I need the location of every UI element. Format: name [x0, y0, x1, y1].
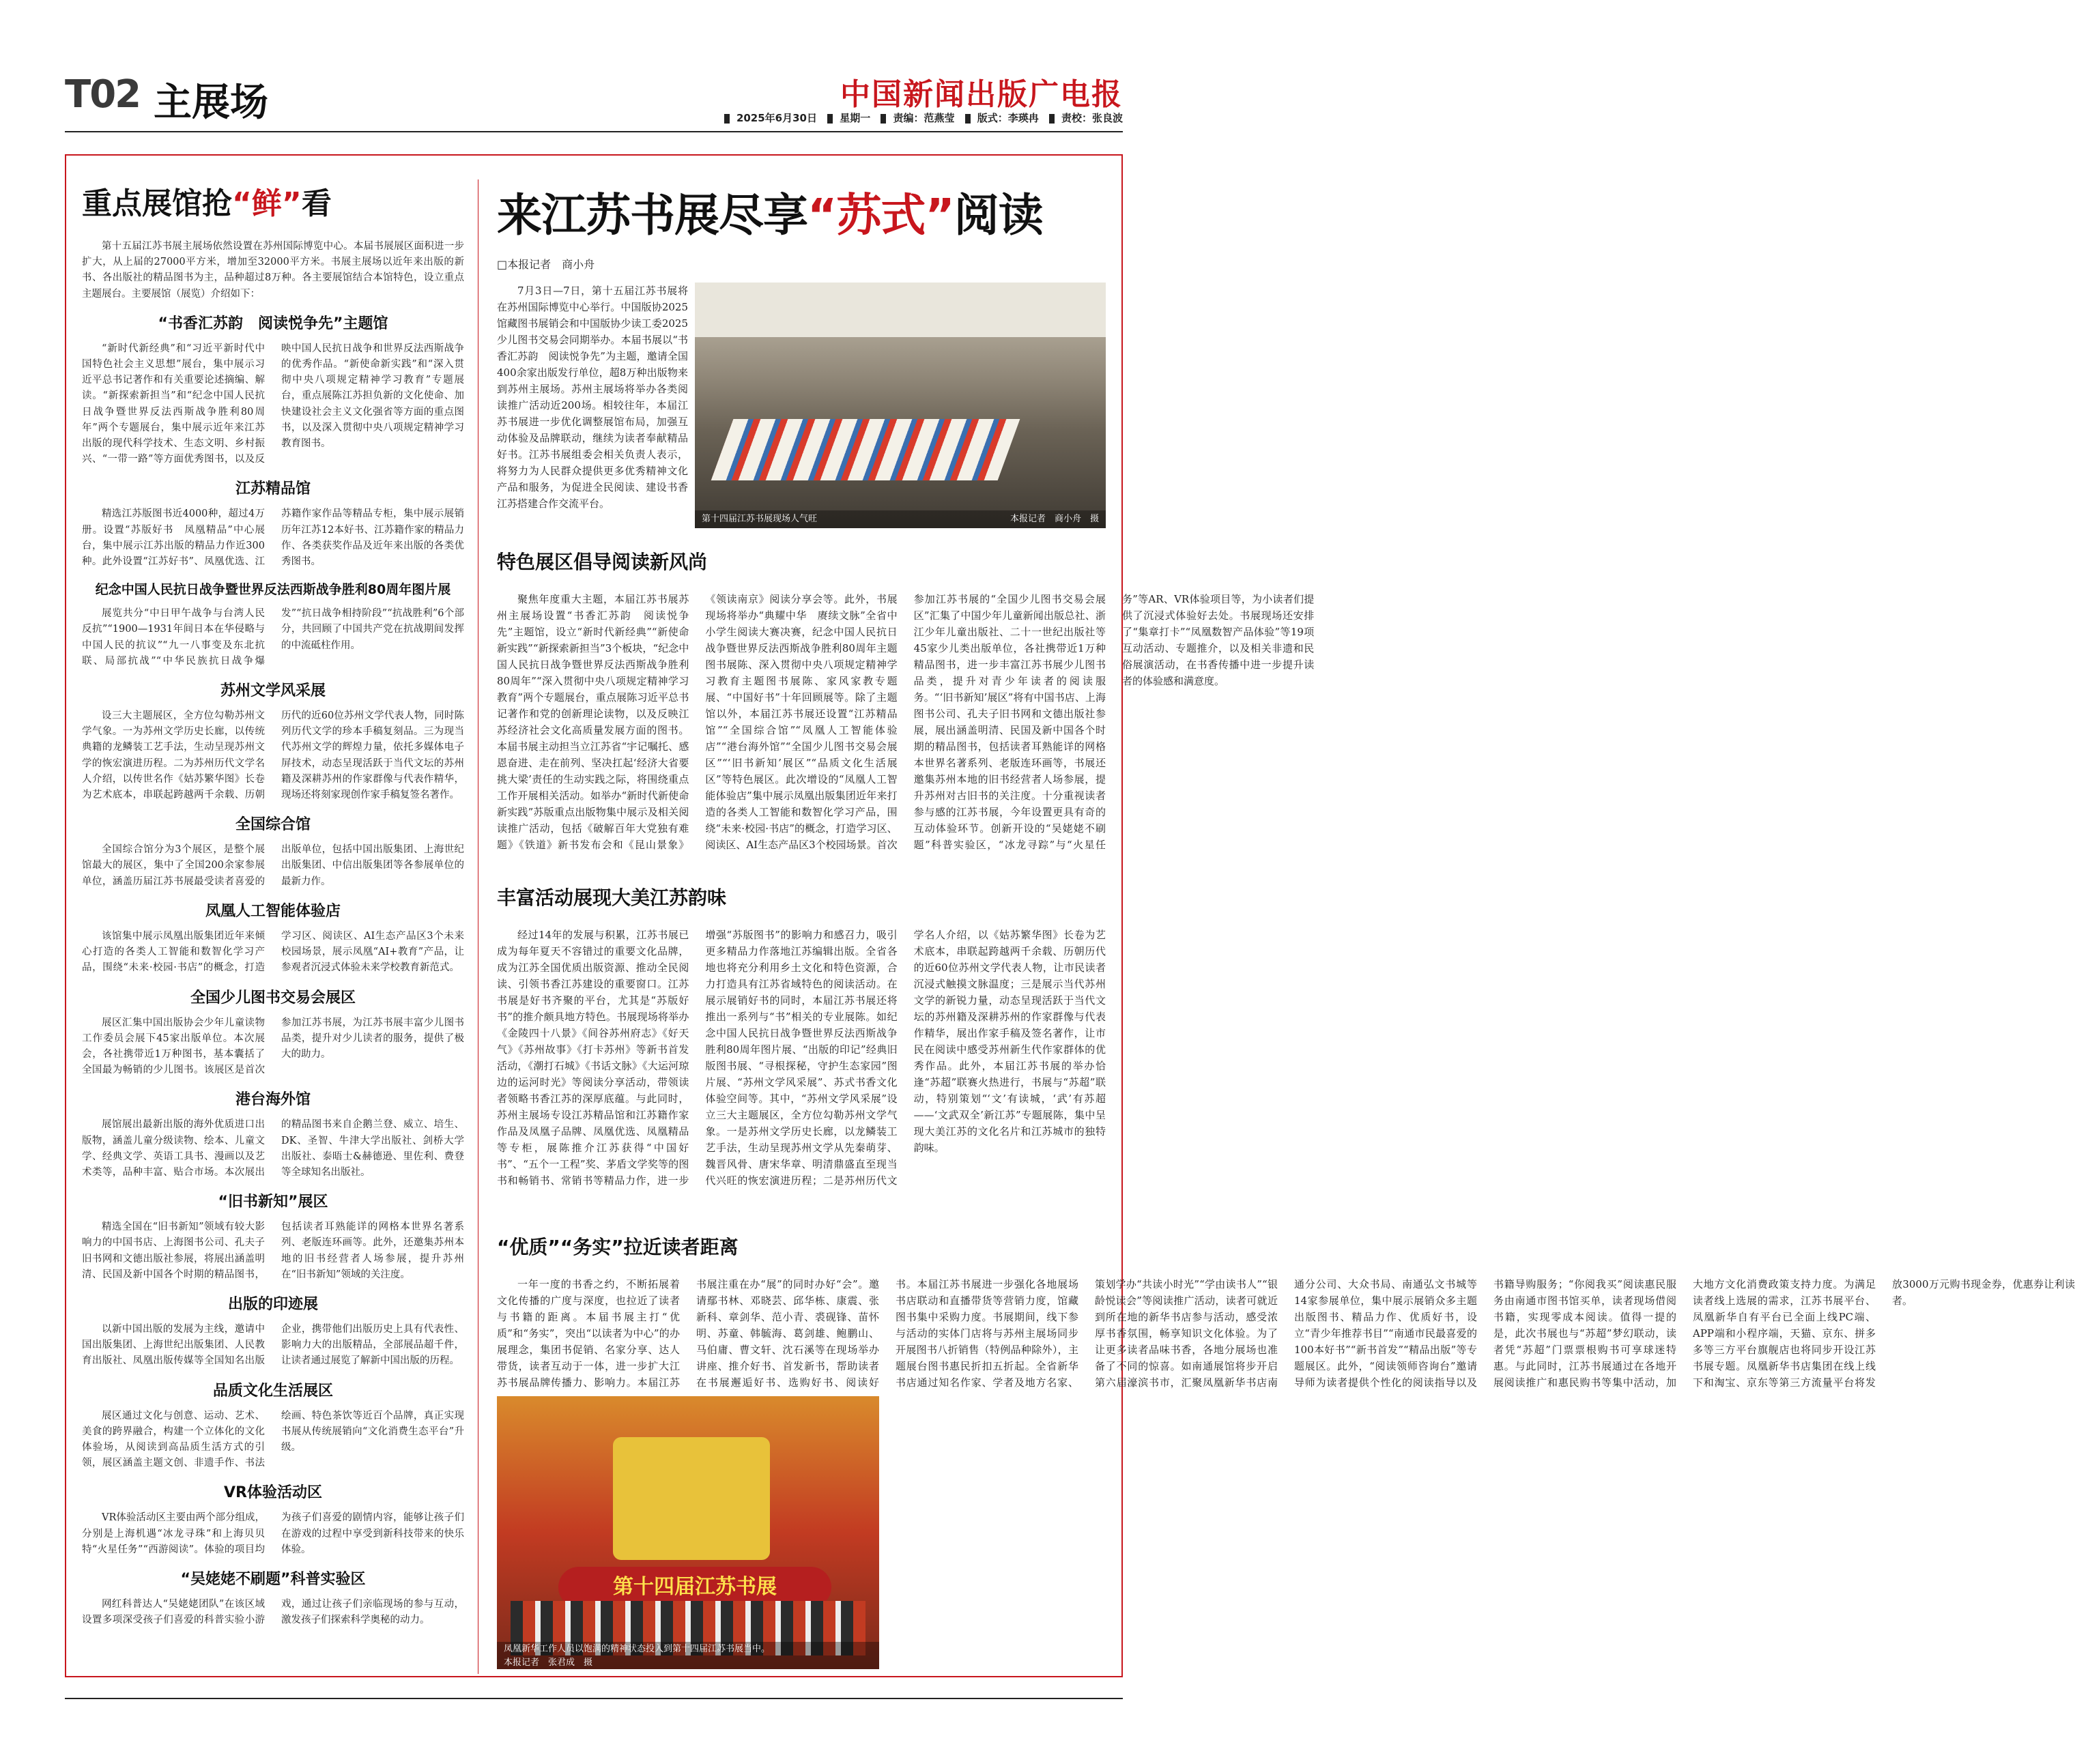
staff-photo-wrap [497, 1396, 879, 1669]
section-body-1: 聚焦年度重大主题，本届江苏书展苏州主展场设置“书香汇苏韵 阅读悦争先”主题馆，设立“新时代新经典”“新使命新实践”“新探索新担当”3个板块，“纪念中国人民抗日战争暨世界反法西斯战争胜利80周年”“深入贯彻中央八项规定精神学习教育”两个专题展台，重点展陈习近平总书记著作和党的创新理论读物，以及反映江苏经济社会文化高质量发展方面的图书。本届书展主动担当立江苏省“宇记嘱托、感恩奋进、走在前列、坚决扛起‘经济大省要挑大梁’责任的生动实践之际，将围绕重点工作开展相关活动。如举办“新时代新使命新实践”苏版重点出版物集中展示及相关阅读推广活动，包括《破解百年大党独有难题》《铁道》新书发布会和《昆山景象》《领读南京》阅读分享会等。此外，书展现场将举办“典耀中华 赓续文脉”全省中小学生阅读大赛决赛，纪念中国人民抗日战争暨世界反法西斯战争胜利80周年主题图书展陈、深入贯彻中央八项规定精神学习教育主题图书展陈、家风家教专题展、“中国好书”十年回顾展等。除了主题馆以外，本届江苏书展还设置“江苏精品馆”“全国综合馆”“凤凰人工智能体验店”“港台海外馆”“全国少儿图书交易会展区”“‘旧书新知’展区”“品质文化生活展区”等特色展区。此次增设的“凤凰人工智能体验店”集中展示凤凰出版集团近年来打造的各类人工智能和数智化学习产品，围绕“未来·校园·书店”的概念，打造学习区、阅读区、AI生态产品区3个校园场景。首次参加江苏书展的“全国少儿图书交易会展区”汇集了中国少年儿童新闻出版总社、浙江少年儿童出版社、二十一世纪出版社等45家少儿类出版单位，各社携带近1万种精品图书，进一步丰富江苏书展少儿图书品类，提升对青少年读者的阅读服务。“‘旧书新知’展区”将有中国书店、上海图书公司、孔夫子旧书网和文德出版社参展，展出涵盖明清、民国及新中国各个时期的精品图书，包括读者耳熟能详的网格本世界名著系列、老版连环画等，书展还邀集苏州本地的旧书经营者人场参展，提升苏州对古旧书的关注度。十分重视读者参与感的江苏书展，今年设置更具有奇的互动体验环节。创新开设的“吴姥姥不刷题”科普实验区，“冰龙寻踪”与“火星任务”等AR、VR体验项目等，为小读者们提供了沉浸式体验好去处。书展现场还安排了“集章打卡”“凤凰数智产品体验”等19项互动活动、专题推介，以及相关非遗和民俗展演活动，在书香传播中进一步提升读者的体验感和满意度。 [497, 593, 1315, 851]
photo1-caption: 第十四届江苏书展现场人气旺 [702, 514, 818, 524]
bar-icon [881, 114, 886, 124]
masthead [65, 71, 1123, 132]
left-section [82, 1190, 464, 1283]
lead-block [497, 283, 1106, 528]
left-section-body: 展览共分“中日甲午战争与台湾人民反抗”“1900—1931年间日本在华侵略与中国人民的抗议”“九一八事变及东北抗联、局部抗战”“中华民族抗日战争爆发”“抗日战争相持阶段”“抗战胜利”6个部分，共回顾了中国共产党在抗战期间发挥的中流砥柱作用。 [82, 608, 464, 667]
left-section [82, 579, 464, 669]
left-section [82, 312, 464, 468]
left-section-title: 纪念中国人民抗日战争暨世界反法西斯战争胜利80周年图片展 [95, 582, 451, 598]
page-code: T02 [65, 72, 141, 117]
lead-text: 7月3日—7日，第十五届江苏书展将在苏州国际博览中心举行。中国版协2025馆藏图书展销会和中国版协少读工委2025少儿图书交易会同期举办。本届书展以“书香汇苏韵 阅读悦争先”为主题，邀请全国400余家出版发行单位，超8万种出版物来到苏州主展场。苏州主展场将举办各类阅读推广活动近200场。相较往年，本届江苏书展进一步优化调整展馆布局，加强互动体验及品牌联动，继续为读者奉献精品好书。江苏书展组委会相关负责人表示，将努力为人民群众提供更多优秀精神文化产品和服务，为促进全民阅读、建设书香江苏搭建合作交流平台。 [497, 285, 688, 510]
proofreader: 责校：张良波 [1061, 112, 1123, 124]
issue-info [717, 111, 1123, 125]
left-headline: 重点展馆抢“鲜”看 [82, 186, 332, 221]
left-section [82, 1379, 464, 1472]
page-name: 主展场 [154, 81, 268, 125]
left-section [82, 1292, 464, 1370]
left-section-title: “吴姥姥不刷题”科普实验区 [180, 1570, 366, 1588]
photo2-caption: 凤凰新华工作人员以饱满的精神状态投入到第十四届江苏书展当中。 [504, 1644, 771, 1654]
section-title-3: “优质”“务实”拉近读者距离 [497, 1236, 739, 1258]
bottom-rule [65, 1698, 1123, 1699]
left-section-body: “新时代新经典”和“习近平新时代中国特色社会主义思想”展台，集中展示习近平总书记著作和有关重要论述摘编、解读。“新探索新担当”和“纪念中国人民抗日战争暨世界反法西斯战争胜利80周年”两个专题展台，集中展示近年来江苏出版的现代科学技术、生态文明、乡村振兴、“一带一路”等方面优秀图书，以及反映中国人民抗日战争和世界反法西斯战争的优秀作品。“新使命新实践”和“深入贯彻中央八项规定精神学习教育”专题展台，重点展陈江苏担负新的文化使命、加快建设社会主义文化强省等方面的重点图书，以及深入贯彻中央八项规定精神学习教育图书。 [82, 343, 464, 465]
bar-icon [1049, 114, 1055, 124]
byline: □本报记者 商小舟 [497, 258, 595, 271]
left-section-title: 苏州文学风采展 [220, 682, 326, 700]
left-section [82, 1088, 464, 1181]
bar-icon [724, 114, 730, 124]
bar-icon [965, 114, 971, 124]
left-section [82, 899, 464, 977]
section-list [82, 312, 464, 1629]
photo2-banner: 第十四届江苏书展 [558, 1567, 831, 1608]
left-section-body: 精选全国在“旧书新知”领域有较大影响力的中国书店、上海图书公司、孔夫子旧书网和文德出版社参展，将展出涵盖明清、民国及新中国各个时期的精品图书，包括读者耳熟能详的网格本世界名著系列、老版连环画等。此外，还邀集苏州本地的旧书经营者人场参展，提升苏州在“旧书新知”领域的关注度。 [82, 1221, 464, 1280]
photo1-credit: 本报记者 商小舟 摄 [1010, 514, 1099, 524]
left-section-body: 精选江苏版图书近4000种，超过4万册。设置“苏版好书 凤凰精品”中心展台，集中展示江苏出版的精品力作近300种。此外设置“江苏好书”、凤凰优选、江苏籍作家作品等精品专柜，集中展示展销历年江苏12本好书、江苏籍作家的精品力作、各类获奖作品及近年来出版的各类优秀图书。 [82, 508, 464, 568]
left-section-body: 展馆展出最新出版的海外优质进口出版物，涵盖儿童分级读物、绘本、儿童文学、经典文学、英语工具书、漫画以及艺术类等，品种丰富、贴合市场。本次展出的精品图书来自企鹅兰登、威立、培生、DK、圣智、牛津大学出版社、剑桥大学出版社、泰晤士&赫德逊、里佐利、费登等全球知名出版社。 [82, 1119, 464, 1178]
ceiling [695, 283, 1106, 337]
left-section [82, 813, 464, 890]
left-section-title: VR体验活动区 [224, 1484, 322, 1502]
book-table [711, 419, 1020, 480]
layout-editor: 版式：李瑛冉 [977, 112, 1039, 124]
right-headline: 来江苏书展尽享“苏式”阅读 [497, 189, 1043, 242]
section-body-3: 一年一度的书香之约，不断拓展着文化传播的广度与深度，也拉近了读者与书籍的距离。本届书展主打“优质”和“务实”，突出“以读者为中心”的办展理念，集团书促销、名家分享、达人带货，读者互动于一体，进一步扩大江苏书展品牌传播力、影响力。本届江苏书展注重在办“展”的同时办好“会”。邀请鄢书林、邓晓芸、邱华栋、康震、张新科、章剑华、范小青、裘砚锋、苗怀明、苏童、韩毓海、葛剑雄、鲍鹏山、马伯庸、曹文轩、沈石溪等在现场举办讲座、推介好书、首发新书，帮助读者在书展邂逅好书、选购好书、阅读好书。本届江苏书展进一步强化各地展场书店联动和直播带货等营销力度，馆藏图书集中采购力度。书展期间，线下参与活动的实体门店将与苏州主展场同步开展图书八折销售（特例品种除外），主题展台图书惠民折扣五折起。全省新华书店通过知名作家、学者及地方名家、策划学办“共读小时光”“学由读书人”“银龄悦读会”等阅读推广活动，读者可就近到所在地的新华书店参与活动，感受浓厚书香氛围，畅享知识文化体验。为了让更多读者品味书香，各地分展场也准备了不同的惊喜。如南通展馆将步开启第六届濠滨书市，汇聚凤凰新华书店南通分公司、大众书局、南通弘文书城等14家参展单位，集中展示展销众多主题出版图书、精品力作、优质好书，设立“青少年推荐书目”“南通市民最喜爱的100本好书”“新书首发”“精品出版”等专题展区。此外，“阅读领师咨询台”邀请导师为读者提供个性化的阅读指导以及书籍导购服务；“你阅我买”阅读惠民服务由南通市图书馆买单，读者现场借阅书籍，实现零成本阅读。值得一提的是，此次书展也与“苏超”梦幻联动，读者凭“苏超”门票票根购书可享球迷特惠。与此同时，江苏书展通过在各地开展阅读推广和惠民购书等集中活动，加大地方文化消费政策支持力度。为满足读者线上选展的需求，江苏书展平台、凤凰新华自有平台已全面上线PC端、APP端和小程序端，天猫、京东、拼多多等三方平台旗舰店也将同步开设江苏书展专题。凤凰新华书店集团在线上线下和淘宝、京东等第三方流量平台将发放3000万元购书现金券，优惠券让利读者。 [497, 1278, 2075, 1389]
left-section-title: 全国少儿图书交易会展区 [190, 989, 356, 1007]
left-article [82, 179, 464, 1628]
left-section-title: 出版的印迹展 [227, 1295, 318, 1313]
issue-weekday: 星期一 [840, 112, 871, 124]
left-section-title: 江苏精品馆 [235, 480, 311, 498]
left-section [82, 1567, 464, 1628]
photo2-credit: 本报记者 张君成 摄 [504, 1658, 593, 1668]
left-section-title: 品质文化生活展区 [212, 1382, 333, 1400]
staff-photo [497, 1396, 879, 1669]
left-section-body: 展区通过文化与创意、运动、艺术、美食的跨界融合，构建一个立体化的文化体验场，从阅读到高品质生活方式的引领，展区涵盖主题文创、非遗手作、书法绘画、特色茶饮等近百个品牌，真正实现书展从传统展销向“文化消费生态平台”升级。 [82, 1410, 464, 1469]
issue-date: 2025年6月30日 [736, 112, 817, 124]
left-section-title: 港台海外馆 [235, 1091, 311, 1109]
left-section [82, 986, 464, 1079]
left-section-body: 全国综合馆分为3个展区，是整个展馆最大的展区，集中了全国200余家参展单位，涵盖历届江苏书展最受读者喜爱的出版单位，包括中国出版集团、上海世纪出版集团、中信出版集团等各参展单位的最新力作。 [82, 844, 464, 887]
left-section-body: 设三大主题展区，全方位勾勒苏州文学气象。一为苏州文学历史长廊，以传统典籍的龙鳞装工艺手法，生动呈现苏州文学的恢宏演进历程。二为苏州历代文学名人介绍，以传世名作《姑苏繁华图》长卷为艺术底本，串联起跨越两千余载、历朝历代的近60位苏州文学代表人物，同时陈列历代文学的珍本手稿复刻品。三为现当代苏州文学的辉煌力量，依托多媒体电子屏技术，动态呈现活跃于当代文坛的苏州籍及深耕苏州的作家群像与代表作精华，现场还将刻家现创作家手稿复签名著作。 [82, 710, 464, 801]
left-section-body: 展区汇集中国出版协会少年儿童读物工作委员会展下45家出版单位。本次展会，各社携带近1万种图书，基本囊括了全国最为畅销的少儿图书。该展区是首次参加江苏书展，为江苏书展丰富少儿图书品类，提升对少儿读者的服务，提供了极大的助力。 [82, 1017, 464, 1076]
section-title-2: 丰富活动展现大美江苏韵味 [497, 886, 727, 909]
left-section-body: 该馆集中展示凤凰出版集团近年来倾心打造的各类人工智能和数智化学习产品，围绕“未来·校园·书店”的概念，打造学习区、阅读区、AI生态产品区3个未来校园场景，展示凤凰“AI+教育”产品，让参观者沉浸式体验未来学校教育新范式。 [82, 930, 464, 974]
left-section [82, 679, 464, 803]
left-section-body: 网红科普达人“吴姥姥团队”在该区域设置多项深受孩子们喜爱的科普实验小游戏，通过让孩子们亲临现场的参与互动，激发孩子们探索科学奥秘的动力。 [82, 1598, 464, 1626]
left-section-title: “旧书新知”展区 [218, 1194, 328, 1211]
section-body-2: 经过14年的发展与积累，江苏书展已成为每年夏天不容错过的重要文化品牌，成为江苏全国优质出版资源、推动全民阅读、引领书香江苏建设的重要窗口。江苏书展是好书齐聚的平台，尤其是“苏版好书”的推介颇具地方特色。书展现场将举办《金陵四十八景》《间谷苏州府志》《好天气》《苏州故事》《打卡苏州》等新书首发活动，《潮打石城》《书话文脉》《大运河琼边的运河时光》等阅读分享活动，带领读者领略书香江苏的深厚底蕴。与此同时，苏州主展场专设江苏精品馆和江苏籍作家作品及凤凰子品牌、凤凰优选、凤凰精品等专柜，展陈推介江苏获得“中国好书”、“五个一工程”奖、茅盾文学奖等的图书和畅销书、常销书等精品力作，进一步增强“苏版图书”的影响力和感召力，吸引更多精品力作落地江苏编辑出版。全省各地也将充分利用乡土文化和特色资源，合力打造具有江苏省域特色的阅读活动。在展示展销好书的同时，本届江苏书展还将推出一系列与“书”相关的专业展陈。如纪念中国人民抗日战争暨世界反法西斯战争胜利80周年图片展、“出版的印记”经典旧版图书展、“寻根探秘，守护生态家园”图片展、“苏州文学风采展”、苏式书香文化体验空间等。其中，“苏州文学风采展”设立三大主题展区，全方位勾勒苏州文学气象。一是苏州文学历史长廊，以龙鳞装工艺手法，生动呈现苏州文学从先秦萌芽、魏晋风骨、唐宋华章、明清鼎盛直至现当代兴旺的恢宏演进历程；二是苏州历代文学名人介绍，以《姑苏繁华图》长卷为艺术底本，串联起跨越两千余载、历朝历代的近60位苏州文学代表人物，让市民读者沉浸式触摸文脉温度；三是展示当代苏州文学的新锐力量，动态呈现活跃于当代文坛的苏州籍及深耕苏州的作家群像与代表作精华，展出作家手稿及签名著作，让市民在阅读中感受苏州新生代作家群体的优秀作品。此外，本届江苏书展的举办恰逢“苏超”联赛火热进行，书展与“苏超”联动，特别策划“‘文’有读城，‘武’有苏超——‘文武双全’新江苏”专题展陈，集中呈现大美江苏的文化名片和江苏城市的独特韵味。 [497, 929, 1106, 1187]
editor: 责编：范燕莹 [893, 112, 955, 124]
left-section [82, 1481, 464, 1558]
left-section-body: VR体验活动区主要由两个部分组成，分别是上海机遇“冰龙寻珠”和上海贝贝特“火星任务”“西游阅读”。体验的项目均为孩子们喜爱的剧情内容，能够让孩子们在游戏的过程中享受到新科技带来的快乐体验。 [82, 1512, 464, 1555]
book-fair-photo [695, 283, 1106, 528]
left-intro: 第十五届江苏书展主展场依然设置在苏州国际博览中心。本届书展展区面积进一步扩大，从上届的27000平方米，增加至32000平方米。书展主展场以近年来出版的新书、各出版社的精品图书为主，品种超过8万种。各主要展馆结合本馆特色，设立重点主题展台。主要展馆（展览）介绍如下： [82, 241, 464, 300]
bar-icon [827, 114, 833, 124]
right-article [497, 179, 2075, 1699]
left-section-title: 凤凰人工智能体验店 [205, 902, 341, 920]
paper-name: 中国新闻出版广电报 [840, 77, 1123, 112]
left-section-title: “书香汇苏韵 阅读悦争先”主题馆 [158, 315, 388, 332]
section-body-3-block [497, 1276, 2075, 1699]
left-section-title: 全国综合馆 [235, 816, 311, 834]
left-section [82, 477, 464, 570]
section-title-1: 特色展区倡导阅读新风尚 [497, 551, 708, 573]
left-section-body: 以新中国出版的发展为主线，邀请中国出版集团、上海世纪出版集团、人民教育出版社、凤凰出版传媒等全国知名出版企业，携带他们出版历史上具有代表性、影响力大的出版精品，全部展品超千件，让读者通过展览了解新中国出版的历程。 [82, 1323, 464, 1367]
